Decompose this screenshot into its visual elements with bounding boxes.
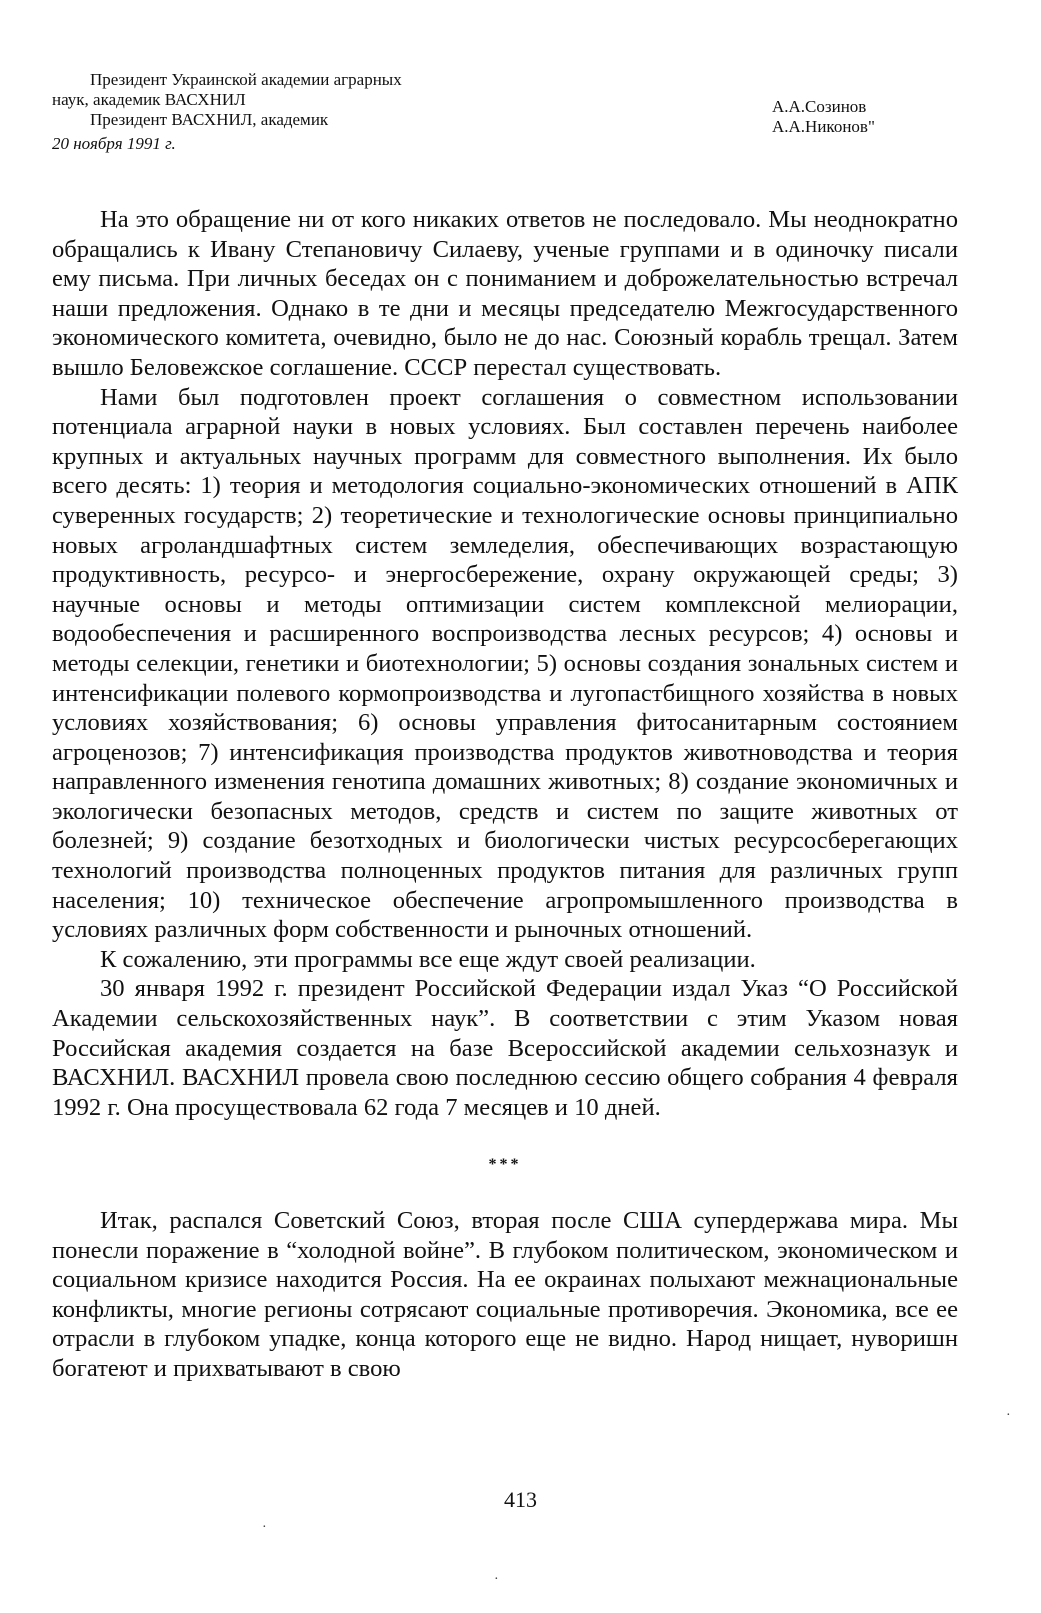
signature-names: [772, 70, 952, 154]
letter-date: 20 ноября 1991 г.: [52, 134, 176, 153]
paragraph: 30 января 1992 г. президент Российской Федерации издал Указ “О Российской Академии сельскохозяйственных наук”. В соответствии с этим Указом новая Российская академия создается на базе Всероссийской академии сельхозназук и ВАСХНИЛ. ВАСХНИЛ провела свою последнюю сессию общего собрания 4 февраля 1992 г. Она просуществовала 62 года 7 месяцев и 10 дней.: [52, 975, 958, 1121]
signature-title-line: Президент ВАСХНИЛ, академик: [90, 110, 329, 129]
signature-row: [52, 70, 952, 154]
page-number: 413: [504, 1487, 537, 1512]
signature-title-line: Президент Украинской академии аграрных: [90, 70, 402, 89]
scan-speck: ·: [494, 1572, 499, 1587]
paragraph: Нами был подготовлен проект соглашения о совместном использовании потенциала аграрной науки в новых условиях. Был составлен перечень наиболее крупных и актуальных научных программ для совместного выполнения. Их было всего десять: 1) теория и методология социально-экономических отношений в АПК суверенных государств; 2) теоретические и технологические основы принципиально новых агроландшафтных систем земледелия, обеспечивающих возрастающую продуктивность, ресурсо- и энергосбережение, охрану окружающей среды; 3) научные основы и методы оптимизации систем комплексной мелиорации, водообеспечения и расширенного воспроизводства лесных ресурсов; 4) основы и методы селекции, генетики и биотехнологии; 5) основы создания зональных систем и интенсификации полевого кормопроизводства и лугопастбищного хозяйства в новых условиях хозяйствования; 6) основы управления фитосанитарным состоянием агроценозов; 7) интенсификация производства продуктов животноводства и теория направленного изменения генотипа домашних животных; 8) создание экономичных и экологически безопасных методов, средств и систем по защите животных от болезней; 9) создание безотходных и биологически чистых ресурсосберегающих технологий производства полноценных продуктов питания для различных групп населения; 10) техническое обеспечение агропромышленного производства в условиях различных форм собственности и рыночных отношений.: [52, 383, 958, 944]
scan-speck: ·: [1006, 1408, 1011, 1423]
paragraph: К сожалению, эти программы все еще ждут своей реализации.: [100, 945, 756, 973]
signature-title-line: наук, академик ВАСХНИЛ: [52, 90, 246, 109]
paragraph: На это обращение ни от кого никаких ответов не последовало. Мы неоднократно обращались к Ивану Степановичу Силаеву, ученые группами и в одиночку писали ему письма. При личных беседах он с пониманием и доброжелательностью встречал наши предложения. Однако в те дни и месяцы председателю Межгосударственного экономического комитета, очевидно, было не до нас. Союзный корабль трещал. Затем вышло Беловежское соглашение. СССР перестал существовать.: [52, 206, 958, 381]
signature-titles: [52, 70, 612, 154]
signature-block: [52, 70, 952, 154]
signatory-name: А.А.Созинов: [772, 97, 867, 116]
main-text: [52, 205, 958, 1384]
scan-speck: ·: [262, 1520, 267, 1535]
signatory-name: А.А.Никонов": [772, 117, 875, 136]
section-separator: ***: [488, 1156, 522, 1174]
paragraph: Итак, распался Советский Союз, вторая после США супердержава мира. Мы понесли поражение в “холодной войне”. В глубоком политическом, экономическом и социальном кризисе находится Россия. На ее окраинах полыхают межнациональные конфликты, многие регионы сотрясают социальные противоречия. Экономика, все ее отрасли в глубоком упадке, конца которого еще не видно. Народ нищает, нуворишн богатеют и прихватывают в свою: [52, 1207, 958, 1382]
